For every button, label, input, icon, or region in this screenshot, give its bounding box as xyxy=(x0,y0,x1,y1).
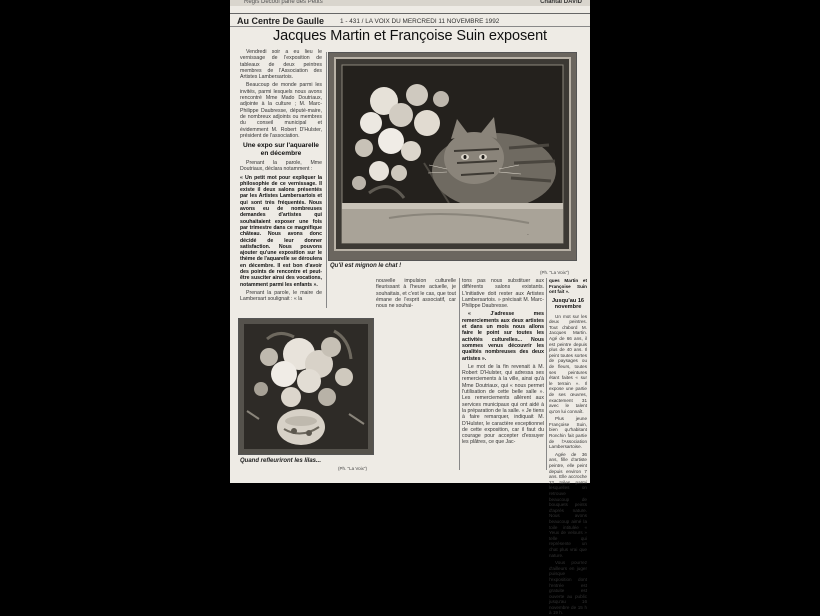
column-divider-1 xyxy=(326,52,327,308)
top-right-text: Chantal DAVID xyxy=(540,0,582,5)
flower-painting-image xyxy=(239,319,373,454)
flower-credit: (Ph. "La Voix") xyxy=(338,466,367,471)
col4-paragraph-4: Vous pourrez d'ailleurs en juger puisque l'exposition dont l'entrée est gratuite est ouverte au public jusqu'au 16 novembre de 15 h à 19 h. xyxy=(549,560,587,616)
col2-text: nouvelle impulsion culturelle fleurissant à l'heure actuelle, je souhaitais, et c'est le cas, que tout émane de l'esprit associatif, car nous ne souhai- xyxy=(376,278,456,310)
col1-paragraph-3-intro: Prenant la parole, Mme Doutriaux, déclara notamment : xyxy=(240,159,322,173)
column-2 xyxy=(376,278,456,312)
flower-caption: Quand refleuriront les lilas... xyxy=(240,458,322,464)
col1-subhead: Une expo sur l'aquarelle en décembre xyxy=(243,142,319,157)
column-4 xyxy=(549,278,587,616)
col3-paragraph-1: tons pas nous substituer aux différents salons existants. L'initiative doit rester aux Artistes Lambersartois. » précisait M. Marc-Philippe Daubresse. xyxy=(462,278,544,310)
svg-text:.: . xyxy=(527,230,529,237)
issue-line: 1 - 431 / LA VOIX DU MERCREDI 11 NOVEMBRE 1992 xyxy=(340,18,500,25)
top-left-text: Régis Decool parle des Petits xyxy=(244,0,323,5)
column-divider-2 xyxy=(459,278,460,470)
col4-subhead: Jusqu'au 16 novembre xyxy=(551,297,585,311)
col1-paragraph-1: Vendredi soir a eu lieu le vernissage de l'exposition de tableaux de deux peintres membres de l'Association des Artistes Lambersartois. xyxy=(240,49,322,81)
newspaper-page xyxy=(230,0,590,616)
headline: Jacques Martin et Françoise Suin exposent xyxy=(273,28,547,44)
cat-credit: (Ph. "La Voix") xyxy=(540,270,569,275)
section-label: Au Centre De Gaulle xyxy=(237,16,325,26)
col3-paragraph-2: « J'adresse mes remerciements aux deux artistes et dans un mois nous allons faire le point sur toutes les activités culturelles... Nous sommes venus découvrir les qualités nombreuses des deux artistes ». xyxy=(462,311,544,362)
col3-paragraph-3: Le mot de la fin revenait à M. Robert D'Hulster, qui adressa ses remerciements à la ville, ainsi qu'à Mme Doutriaux, qui « nous permet l'utilisation de cette belle salle ». Les remerciements allèrent aux services municipaux qui ont aidé à la préparation de la salle. « Je tiens à faire remarquer, indiquait M. D'Hulster, le caractère exceptionnel de cette exposition, car il faut du courage pour accepter d'essuyer les plâtres, ce que Jac- xyxy=(462,363,544,446)
column-divider-3 xyxy=(546,278,547,470)
col1-quote: « Un petit mot pour expliquer la philosophie de ce vernissage. Il existe il deux salons présentés par les Artistes Lambersartois et qui sont très fréquentés. Nous avons eu de nombreuses demandes d'artistes qui souhaitaient exposer une fois par trimestre dans ce magnifique château. Nous avons donc décidé de leur donner satisfaction. Nous pouvons ajouter qu'une exposition sur le thème de l'aquarelle se déroulera en décembre. Il est bon d'avoir des points de rencontre et peut-être susciter ainsi des vocations, notamment parmi les enfants ». xyxy=(240,174,322,288)
col4-paragraph-3: Agée de 36 ans, fille d'artiste peintre, elle peint depuis environ 7 ans. Elle accroche 22 toiles parmi lesquelles on retrouve beaucoup de bouquets peints d'après nature. Nous avons beaucoup aimé la toile intitulée « Yeux de velours » telle qui représente un chat plus vrai que nature. xyxy=(549,451,587,558)
photo-cat-painting xyxy=(328,52,577,261)
cat-painting-image xyxy=(329,53,576,260)
photo-flower-painting xyxy=(238,318,374,455)
col4-paragraph-2: Plus jeune Françoise Suin, bien qu'habitant Ronchin fait partie de l'Association Lambersartoise. xyxy=(549,416,587,450)
col1-paragraph-4: Prenant la parole, le maire de Lambersart soulignait : « la xyxy=(240,289,322,303)
column-3 xyxy=(462,278,544,474)
header-rule-top xyxy=(230,13,590,14)
col4-paragraph-1: Un mot sur les deux peintres. Tout d'abord M. Jacques Martin. Agé de 66 ans, il est peintre depuis plus de 40 ans. Il peint toutes sortes de paysages ou de fleurs, toutes ses peintures étant faites « sur le terrain ». Il expose une partie de ses œuvres, exactement 31 avec le talent qu'on lui connaît. xyxy=(549,313,587,414)
column-1 xyxy=(240,49,322,306)
cat-caption: Qu'il est mignon le chat ! xyxy=(330,263,402,269)
col1-paragraph-2: Beaucoup de monde parmi les invités, parmi lesquels nous avons rencontré Mme Mado Doutriaux, adjointe à la culture ; M. Marc-Philippe Daubresse, député-maire, de nombreux adjoints ou membres du conseil municipal et évidemment M. Robert D'Hulster, président de l'association. xyxy=(240,82,322,139)
header-rule-bottom xyxy=(230,26,590,27)
col4-lead: ques Martin et Françoise Suin ont fait ». xyxy=(549,278,587,295)
